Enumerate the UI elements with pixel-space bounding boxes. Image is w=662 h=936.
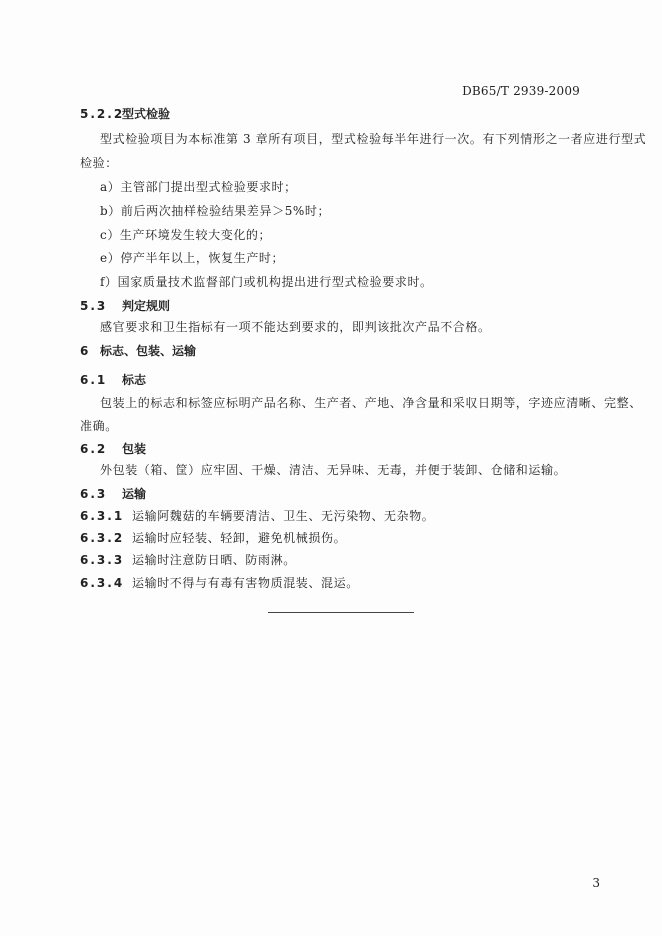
section-title: 标志、包装、运输 xyxy=(100,344,197,358)
section-title: 判定规则 xyxy=(122,299,171,313)
section-6-3-heading xyxy=(80,486,146,502)
list-item xyxy=(100,274,433,290)
list-item-mark: e） xyxy=(100,251,121,265)
end-rule-divider xyxy=(268,612,414,613)
subsection-number: 6.3.1 xyxy=(80,509,125,523)
page-number: 3 xyxy=(592,876,600,890)
subsection-number: 6.3.4 xyxy=(80,576,125,590)
section-6-heading xyxy=(80,343,196,359)
list-item-text: 前后两次抽样检验结果差异＞5%时； xyxy=(120,204,331,218)
section-title: 型式检验 xyxy=(122,107,171,121)
section-title: 包装 xyxy=(122,442,147,456)
section-6-2-heading xyxy=(80,441,146,457)
list-item xyxy=(100,250,284,266)
list-item-mark: b） xyxy=(100,204,121,218)
list-item xyxy=(100,203,330,219)
subsection-number: 6.3.3 xyxy=(80,553,125,567)
list-item-mark: c） xyxy=(100,228,120,242)
section-5-3-heading xyxy=(80,298,170,314)
paragraph-line: 包装上的标志和标签应标明产品名称、生产者、产地、净含量和采収日期等，字迹应清晰、完整、 xyxy=(100,396,642,410)
paragraph-line: 外包装（箱、筐）应牢固、干燥、清洁、无异味、无毒，并便于装卸、仓储和运输。 xyxy=(100,463,567,477)
list-item-text: 运输时不得与有毒有害物质混装、混运。 xyxy=(132,576,359,590)
section-number: 6.1 xyxy=(80,373,108,387)
section-number: 6 xyxy=(80,344,91,358)
document-code: DB65/T 2939-2009 xyxy=(462,84,580,98)
list-item xyxy=(100,179,297,195)
list-item xyxy=(80,575,359,591)
section-number: 6.3 xyxy=(80,487,108,501)
list-item-text: 运输时注意防日晒、防雨淋。 xyxy=(132,553,296,567)
list-item xyxy=(80,530,346,546)
section-6-1-heading xyxy=(80,372,146,388)
section-number: 5.2.2 xyxy=(80,107,125,121)
subsection-number: 6.3.2 xyxy=(80,531,125,545)
section-number: 6.2 xyxy=(80,442,108,456)
paragraph-line: 检验： xyxy=(80,156,118,170)
paragraph-line: 型式检验项目为本标准第 3 章所有项目，型式检验每半年进行一次。有下列情形之一者应进行型式 xyxy=(100,132,647,146)
list-item-text: 主管部门提出型式检验要求时； xyxy=(120,180,297,194)
paragraph-line: 准确。 xyxy=(80,419,118,433)
list-item-text: 国家质量技术监督部门或机构提出进行型式检验要求时。 xyxy=(117,275,433,289)
list-item-text: 停产半年以上，恢复生产时； xyxy=(120,251,285,265)
list-item-text: 生产环境发生较大变化的； xyxy=(119,228,272,242)
section-number: 5.3 xyxy=(80,299,108,313)
list-item-text: 运输阿魏菇的车辆要清洁、卫生、无污染物、无杂物。 xyxy=(132,509,435,523)
list-item-mark: a） xyxy=(100,180,121,194)
list-item xyxy=(80,552,296,568)
list-item xyxy=(100,227,271,243)
section-title: 运输 xyxy=(122,487,147,501)
paragraph-line: 感官要求和卫生指标有一项不能达到要求的，即判该批次产品不合格。 xyxy=(100,320,491,334)
section-5-2-2-heading xyxy=(80,106,170,122)
list-item xyxy=(80,508,434,524)
section-title: 标志 xyxy=(122,373,147,387)
list-item-text: 运输时应轻装、轻卸，避免机械损伤。 xyxy=(132,531,347,545)
list-item-mark: f） xyxy=(100,275,118,289)
